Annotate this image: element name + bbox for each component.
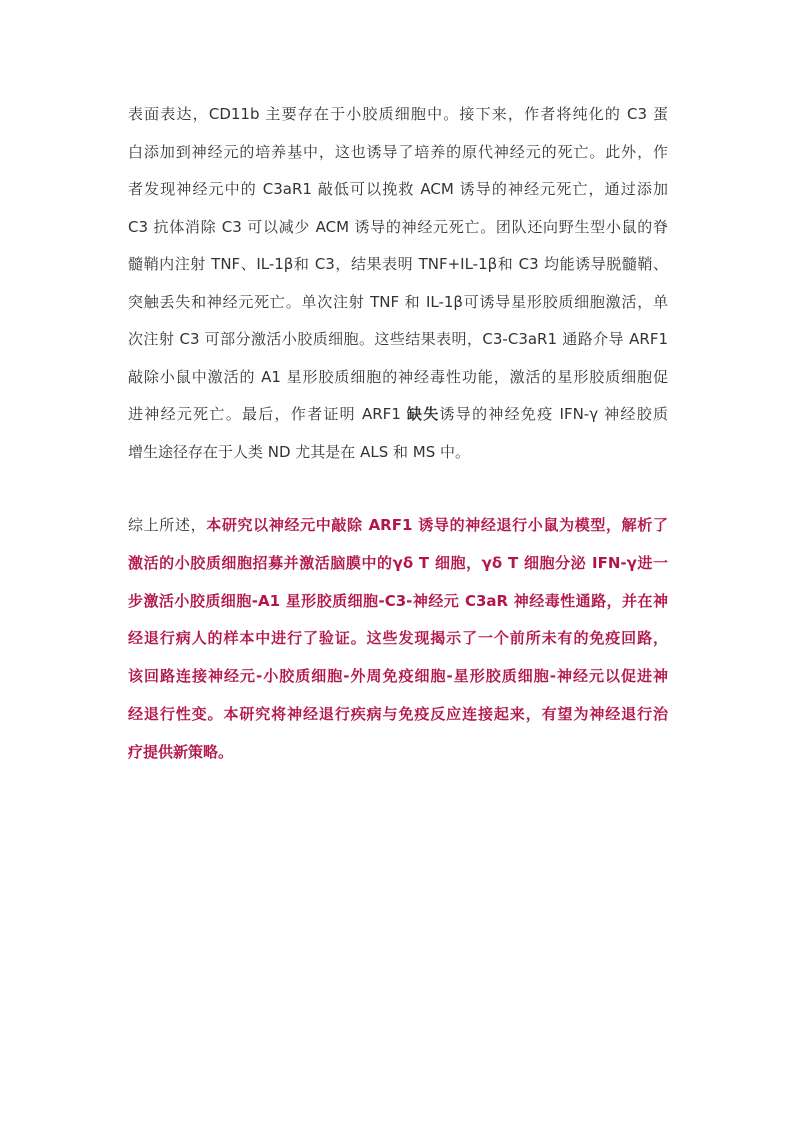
bold-word: 缺失 <box>406 405 440 423</box>
paragraph-2-line-3: 步激活小胶质细胞-A1 星形胶质细胞-C3-神经元 C3aR 神经毒性通路，并在神 <box>128 591 668 610</box>
paragraph-2-intro: 综上所述， <box>128 516 207 534</box>
paragraph-2-line-1-emphasis: 本研究以神经元中敲除 ARF1 诱导的神经退行小鼠为模型，解析了 <box>206 516 668 534</box>
paragraph-2-line-6: 经退行性变。本研究将神经退行疾病与免疫反应连接起来，有望为神经退行治 <box>128 704 668 723</box>
paragraph-1-line-3: 者发现神经元中的 C3aR1 敲低可以挽救 ACM 诱导的神经元死亡，通过添加 <box>128 180 668 198</box>
paragraph-1 <box>128 96 668 471</box>
paragraph-2-line-1 <box>128 507 668 545</box>
paragraph-2-line-7: 疗提供新策略。 <box>128 742 234 761</box>
document-page <box>128 96 668 772</box>
paragraph-1-line-6: 突触丢失和神经元死亡。单次注射 TNF 和 IL-1β可诱导星形胶质细胞激活，单 <box>128 292 668 311</box>
paragraph-1-line-2: 白添加到神经元的培养基中，这也诱导了培养的原代神经元的死亡。此外，作 <box>128 142 668 161</box>
paragraph-1-line-9 <box>128 396 668 434</box>
paragraph-1-line-7: 次注射 C3 可部分激活小胶质细胞。这些结果表明，C3-C3aR1 通路介导 ARF1 <box>128 330 668 348</box>
paragraph-1-line-8: 敲除小鼠中激活的 A1 星形胶质细胞的神经毒性功能，激活的星形胶质细胞促 <box>128 367 668 386</box>
paragraph-1-line-5: 髓鞘内注射 TNF、IL-1β和 C3，结果表明 TNF+IL-1β和 C3 均能诱导脱髓鞘、 <box>128 255 668 273</box>
paragraph-2 <box>128 507 668 772</box>
paragraph-1-line-9-head: 进神经元死亡。最后，作者证明 ARF1 <box>128 405 407 423</box>
paragraph-1-line-1: 表面表达，CD11b 主要存在于小胶质细胞中。接下来，作者将纯化的 C3 蛋 <box>128 105 668 123</box>
paragraph-1-line-4: C3 抗体消除 C3 可以减少 ACM 诱导的神经元死亡。团队还向野生型小鼠的脊 <box>128 217 668 236</box>
paragraph-2-line-2: 激活的小胶质细胞招募并激活脑膜中的γδ T 细胞，γδ T 细胞分泌 IFN-γ进一 <box>128 553 668 572</box>
paragraph-2-line-5: 该回路连接神经元-小胶质细胞-外周免疫细胞-星形胶质细胞-神经元以促进神 <box>128 667 668 686</box>
paragraph-2-line-4: 经退行病人的样本中进行了验证。这些发现揭示了一个前所未有的免疫回路， <box>128 629 668 648</box>
paragraph-1-line-9-tail: 诱导的神经免疫 IFN-γ 神经胶质 <box>439 405 668 423</box>
paragraph-1-line-10: 增生途径存在于人类 ND 尤其是在 ALS 和 MS 中。 <box>128 442 470 461</box>
